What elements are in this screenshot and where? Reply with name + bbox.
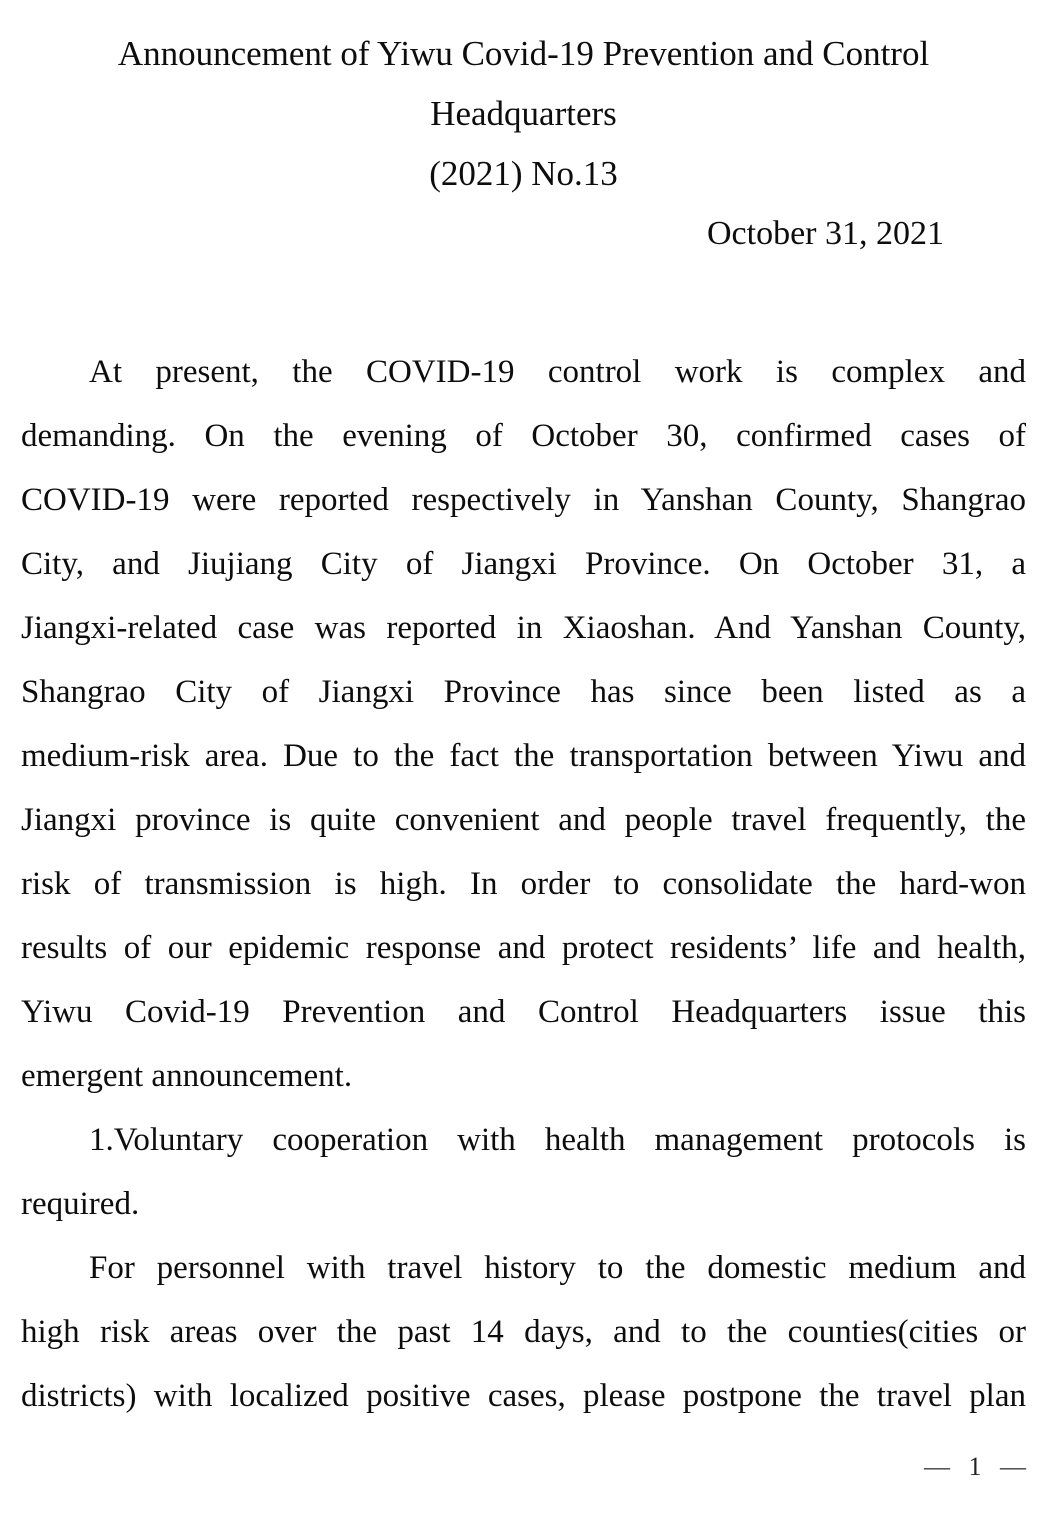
document-number: (2021) No.13 (429, 154, 618, 193)
paragraph-1-line-6: Shangrao City of Jiangxi Province has since been listed as a (21, 674, 1026, 710)
paragraph-1-line-10: results of our epidemic response and protect residents’ life and health, (21, 930, 1026, 966)
document-header (21, 24, 1026, 264)
paragraph-2-line-2: required. (21, 1186, 140, 1222)
paragraph-2-line-1: 1.Voluntary cooperation with health management protocols is (89, 1122, 1026, 1158)
paragraph-1-line-9: risk of transmission is high. In order to consolidate the hard-won (21, 866, 1026, 902)
paragraph-1-line-11: Yiwu Covid-19 Prevention and Control Headquarters issue this (21, 994, 1026, 1030)
paragraph-1-line-5: Jiangxi-related case was reported in Xiaoshan. And Yanshan County, (21, 610, 1026, 646)
document-title-line-2: Headquarters (430, 94, 617, 133)
page-number: 1 (968, 1452, 982, 1481)
paragraph-3-line-1: For personnel with travel history to the domestic medium and (89, 1250, 1026, 1286)
paragraph-1-line-12: emergent announcement. (21, 1058, 353, 1094)
paragraph-1-line-1: At present, the COVID-19 control work is complex and (89, 354, 1026, 390)
paragraph-1-line-7: medium-risk area. Due to the fact the transportation between Yiwu and (21, 738, 1026, 774)
paragraph-1-line-4: City, and Jiujiang City of Jiangxi Province. On October 31, a (21, 546, 1026, 582)
paragraph-1-line-2: demanding. On the evening of October 30, confirmed cases of (21, 418, 1026, 454)
document-body (21, 340, 1026, 1428)
paragraph-3-line-2: high risk areas over the past 14 days, and to the counties(cities or (21, 1314, 1026, 1350)
document-title-line-1: Announcement of Yiwu Covid-19 Prevention and Control (117, 34, 930, 73)
paragraph-1-line-3: COVID-19 were reported respectively in Yanshan County, Shangrao (21, 482, 1026, 518)
paragraph-3-line-3: districts) with localized positive cases, please postpone the travel plan (21, 1378, 1026, 1414)
paragraph-1-line-8: Jiangxi province is quite convenient and people travel frequently, the (21, 802, 1026, 838)
footer-dash-left: — (924, 1452, 950, 1481)
document-date: October 31, 2021 (706, 215, 944, 252)
page-footer (924, 1452, 1026, 1482)
footer-dash-right: — (1000, 1452, 1026, 1481)
